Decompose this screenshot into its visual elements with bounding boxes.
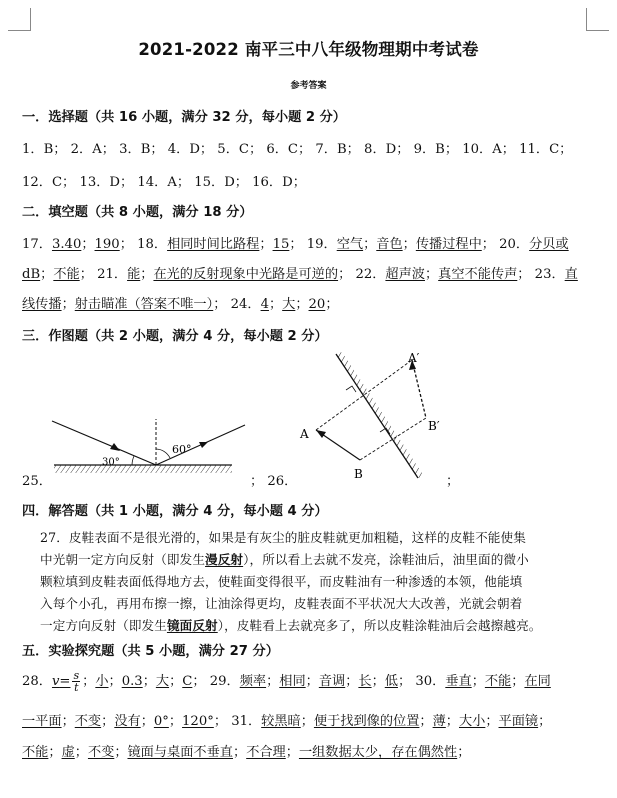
- angle-30-label: 30°: [102, 457, 120, 468]
- section-5-heading: 五．实验探究题（共 5 小题，满分 27 分）: [22, 644, 279, 659]
- separator: ；: [140, 267, 154, 282]
- answer-30c: 在同: [524, 674, 551, 689]
- answer-27-line-3: 颗粒填到皮鞋表面低得地方去，使鞋面变得很平，而皮鞋油有一种渗透的本领，他能填: [40, 574, 523, 589]
- var-v: v: [51, 674, 60, 689]
- q22-number: ； 22．: [338, 267, 386, 282]
- q25-label: 25．: [22, 474, 52, 489]
- answer-29c: 音调: [318, 674, 346, 689]
- separator: ；: [371, 674, 385, 689]
- answer-28d: 大: [155, 674, 170, 689]
- answer-29b: 相同: [279, 674, 306, 689]
- answer-31k: 一组数据太少，存在偶然性: [298, 745, 458, 760]
- answer-22b: 真空不能传声: [438, 267, 518, 282]
- point-B2-label: B′: [428, 419, 440, 433]
- answer-19b: 音色: [376, 237, 403, 252]
- text-span: ），所以看上去就不发亮，涂鞋油后，油里面的微小: [243, 552, 529, 567]
- reflection-diagram: [48, 405, 248, 485]
- answer-30a: 垂直: [445, 674, 472, 689]
- separator: ；: [457, 745, 471, 760]
- arrow-at-A: [316, 430, 326, 438]
- separator: ；: [266, 674, 280, 689]
- separator: ；: [445, 714, 459, 729]
- point-A2-label: A′: [408, 351, 420, 365]
- mirror-line: [336, 354, 418, 478]
- separator: ；: [363, 237, 377, 252]
- answer-27-line-2: [40, 549, 529, 568]
- answer-22a: 超声波: [385, 267, 425, 282]
- crop-mark-top-left: [8, 8, 31, 31]
- fraction-s-over-t: [72, 670, 80, 693]
- answer-23c: 射击瞄准（答案不唯一）: [74, 297, 214, 312]
- answer-31j: 不合理: [246, 745, 286, 760]
- answer-18a: 相同时间比路程: [167, 237, 260, 252]
- section-2-line-3: [22, 293, 339, 312]
- separator: ；: [471, 674, 485, 689]
- section-1-line-2: 12．C； 13．D； 14．A； 15．D； 16．D；: [22, 175, 306, 190]
- answer-20a: 分贝或: [529, 237, 569, 252]
- separator: ；: [169, 674, 183, 689]
- separator: ；: [81, 237, 95, 252]
- q20-number: ； 20．: [481, 237, 530, 252]
- answer-23a: 直: [564, 267, 578, 282]
- q29-number: ； 29．: [192, 674, 240, 689]
- answer-18b: 15: [272, 237, 290, 252]
- separator: ；: [48, 745, 62, 760]
- answer-29a: 频率: [239, 674, 267, 689]
- document-title: 2021-2022 南平三中八年级物理期中考试卷: [138, 40, 479, 59]
- document-subtitle: 参考答案: [290, 81, 327, 91]
- mirror-hatch: [336, 352, 424, 478]
- answer-31i: 镜面与桌面不垂直: [127, 745, 233, 760]
- answer-31a: 较黑暗: [261, 714, 301, 729]
- angle-arc-30: [132, 456, 134, 465]
- answer-28b: 小: [95, 674, 109, 689]
- separator: ；: [74, 745, 88, 760]
- q17-number: 17．: [22, 237, 52, 252]
- section-3-heading: 三．作图题（共 2 小题，满分 4 分，每小题 2 分）: [22, 329, 328, 344]
- answer-24c: 20: [308, 297, 326, 312]
- separator: ；: [295, 297, 309, 312]
- q28-number: 28．: [22, 674, 52, 689]
- answer-30h: 120°: [182, 714, 214, 729]
- separator: ；: [538, 714, 552, 729]
- answer-24b: 大: [282, 297, 296, 312]
- section-1-line-1: 1．B； 2．A； 3．B； 4．D； 5．C； 6．C； 7．B； 8．D； 9．B； 10．A； 11．C；: [22, 142, 573, 157]
- section-2-line-2: [22, 263, 578, 282]
- separator: ；: [485, 714, 499, 729]
- answer-31e: 平面镜: [498, 714, 539, 729]
- answer-27-line-5: [40, 615, 541, 634]
- separator: ；: [300, 714, 314, 729]
- separator: ；: [233, 745, 247, 760]
- incident-arrow: [110, 443, 120, 451]
- text-span: ），皮鞋看上去就亮多了，所以皮鞋涂鞋油后会越擦越亮。: [217, 618, 542, 633]
- section-4-heading: 四．解答题（共 1 小题，满分 4 分，每小题 4 分）: [22, 504, 328, 519]
- answer-21a: 能: [127, 267, 141, 282]
- answer-31h: 不变: [87, 745, 115, 760]
- q18-number: ； 18．: [119, 237, 168, 252]
- separator: ；: [140, 714, 154, 729]
- angle-arc-60: [156, 449, 170, 458]
- answer-31c: 薄: [432, 714, 446, 729]
- separator: ；: [61, 714, 75, 729]
- separator: ；: [285, 745, 299, 760]
- numerator: s: [73, 669, 80, 682]
- section-2-heading: 二．填空题（共 8 小题，满分 18 分）: [22, 205, 253, 220]
- separator: ；: [345, 674, 359, 689]
- separator: ；: [108, 674, 122, 689]
- section-2-line-1: [22, 233, 569, 252]
- section-5-line-3: [22, 741, 470, 760]
- answer-17a: 3.40: [51, 237, 82, 252]
- answer-30d: 一平面: [22, 714, 62, 729]
- q26-label: ； 26．: [250, 474, 298, 489]
- answer-29d: 长: [358, 674, 372, 689]
- separator: ；: [114, 745, 128, 760]
- separator: ；: [82, 674, 96, 689]
- separator: ；: [402, 237, 416, 252]
- separator: ；: [142, 674, 156, 689]
- answer-20c: 不能: [53, 267, 80, 282]
- equals-sign: =: [59, 674, 71, 689]
- point-A-label: A: [300, 427, 309, 441]
- answer-24a: 4: [260, 297, 269, 312]
- right-angle-mark-1: [346, 386, 356, 392]
- q23-number: ； 23．: [517, 267, 565, 282]
- answer-23b: 线传播: [22, 297, 62, 312]
- answer-27-line-4: 入每个小孔，再用布擦一擦，让油涂得更均，皮鞋表面不平状况大大改善，光就会朝着: [40, 596, 523, 611]
- keyword-specular-reflection: 镜面反射: [166, 618, 218, 633]
- crop-mark-top-right: [586, 8, 609, 31]
- plane-mirror-diagram: [296, 350, 446, 485]
- answer-28a: [51, 669, 82, 694]
- separator: ；: [101, 714, 115, 729]
- text-span: 中光朝一定方向反射（即发生: [40, 552, 206, 567]
- answer-17b: 190: [94, 237, 120, 252]
- text-span: 一定方向反射（即发生: [40, 618, 167, 633]
- answer-31f: 不能: [22, 745, 49, 760]
- separator: ；: [419, 714, 433, 729]
- answer-28c: 0.3: [121, 674, 143, 689]
- answer-19c: 传播过程中: [415, 237, 482, 252]
- q31-number: ； 31．: [213, 714, 262, 729]
- separator: ；: [168, 714, 183, 729]
- keyword-diffuse-reflection: 漫反射: [205, 552, 244, 567]
- q24-number: ； 24．: [213, 297, 261, 312]
- angle-60-label: 60°: [172, 443, 192, 456]
- separator: ；: [325, 297, 339, 312]
- answer-21b: 在光的反射现象中光路是可逆的: [153, 267, 339, 282]
- answer-20b: dB: [22, 267, 41, 282]
- separator: ；: [511, 674, 525, 689]
- separator: ；: [40, 267, 54, 282]
- separator: ；: [424, 267, 439, 282]
- section-1-heading: 一．选择题（共 16 小题，满分 32 分，每小题 2 分）: [22, 110, 346, 125]
- denominator: t: [74, 681, 79, 694]
- answer-30e: 不变: [74, 714, 102, 729]
- point-B-label: B: [354, 467, 363, 481]
- answer-30b: 不能: [484, 674, 512, 689]
- answer-30g: 0°: [153, 714, 169, 729]
- answer-31b: 便于找到像的位置: [313, 714, 420, 729]
- q19-number: ； 19．: [289, 237, 337, 252]
- q26-end: ；: [446, 474, 460, 489]
- answer-31d: 大小: [458, 714, 486, 729]
- separator: ；: [268, 297, 283, 312]
- answer-28e: C: [182, 674, 193, 689]
- answer-31g: 虚: [61, 745, 75, 760]
- separator: ；: [305, 674, 319, 689]
- q30-number: ； 30．: [397, 674, 446, 689]
- answer-29e: 低: [384, 674, 398, 689]
- section-5-line-2: [22, 710, 551, 729]
- answer-19a: 空气: [336, 237, 364, 252]
- separator: ；: [61, 297, 75, 312]
- answer-27-line-1: 27．皮鞋表面不是很光滑的，如果是有灰尘的脏皮鞋就更加粗糙，这样的皮鞋不能使集: [40, 530, 526, 545]
- answer-30f: 没有: [114, 714, 141, 729]
- section-5-line-1: [22, 670, 551, 693]
- separator: ；: [259, 237, 273, 252]
- mirror-surface: [54, 465, 232, 473]
- q21-number: ； 21．: [79, 267, 128, 282]
